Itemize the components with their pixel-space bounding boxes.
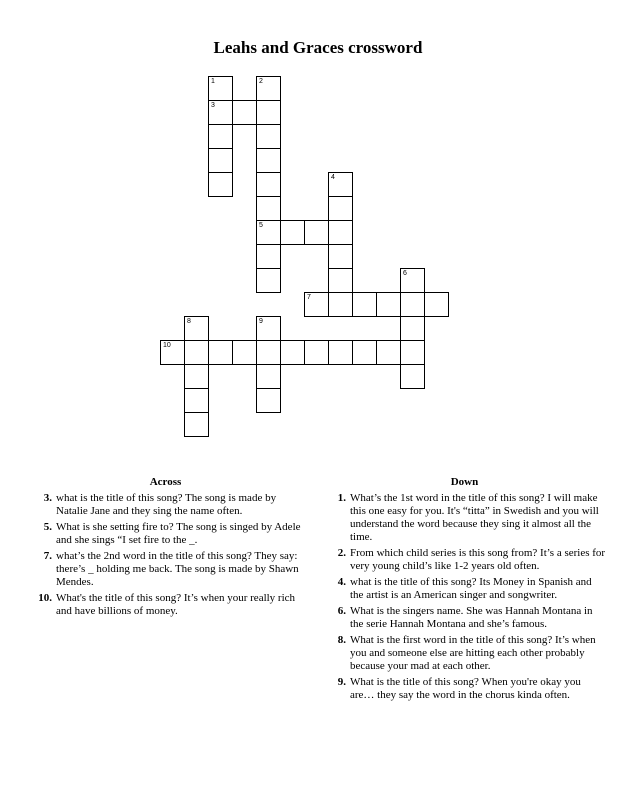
cell-number: 9 <box>259 318 263 325</box>
grid-cell[interactable] <box>304 220 329 245</box>
grid-cell[interactable] <box>208 76 233 101</box>
grid-cell[interactable] <box>400 268 425 293</box>
clue-item <box>28 592 303 618</box>
across-clue-list <box>28 492 303 618</box>
grid-cell[interactable] <box>208 148 233 173</box>
grid-cell[interactable] <box>256 268 281 293</box>
clue-number: 5. <box>43 521 52 533</box>
grid-cell[interactable] <box>424 292 449 317</box>
grid-cell[interactable] <box>328 220 353 245</box>
grid-cell[interactable] <box>184 316 209 341</box>
grid-cell[interactable] <box>376 292 401 317</box>
grid-cell[interactable] <box>256 196 281 221</box>
grid-cell[interactable] <box>184 340 209 365</box>
grid-cell[interactable] <box>256 244 281 269</box>
cell-number: 6 <box>403 270 407 277</box>
grid-cell[interactable] <box>256 148 281 173</box>
grid-cell[interactable] <box>208 124 233 149</box>
clue-item <box>28 550 303 589</box>
grid-cell[interactable] <box>256 76 281 101</box>
clue-item <box>28 492 303 518</box>
clue-number: 3. <box>43 492 52 504</box>
grid-cell[interactable] <box>352 340 377 365</box>
grid-cell[interactable] <box>400 316 425 341</box>
grid-cell[interactable] <box>328 268 353 293</box>
grid-cell[interactable] <box>256 124 281 149</box>
clue-item <box>322 547 607 573</box>
grid-cell[interactable] <box>280 220 305 245</box>
clue-number: 2. <box>337 547 346 559</box>
grid-cell[interactable] <box>208 172 233 197</box>
cell-number: 5 <box>259 222 263 229</box>
grid-cell[interactable] <box>232 100 257 125</box>
clue-number: 8. <box>337 634 346 646</box>
clue-text: What is she setting fire to? The song is singed by Adele and she sings “I set fire to the _. <box>56 521 301 546</box>
cell-number: 4 <box>331 174 335 181</box>
clue-text: what is the title of this song? The song is made by Natalie Jane and they sing the name often. <box>56 492 277 517</box>
down-clues <box>322 476 607 705</box>
clue-number: 9. <box>337 676 346 688</box>
cell-number: 1 <box>211 78 215 85</box>
grid-cell[interactable] <box>256 172 281 197</box>
clue-item <box>322 605 607 631</box>
clue-item <box>28 521 303 547</box>
down-clue-list <box>322 492 607 702</box>
clue-text: From which child series is this song from? It’s a series for very young child’s like 1-2 years old often. <box>350 547 606 572</box>
clue-text: What is the title of this song? When you're okay you are… they say the word in the chorus kinda often. <box>350 676 581 701</box>
grid-cell[interactable] <box>352 292 377 317</box>
grid-cell[interactable] <box>256 100 281 125</box>
grid-cell[interactable] <box>184 412 209 437</box>
cell-number: 10 <box>163 342 171 349</box>
across-heading: Across <box>149 476 182 488</box>
clue-number: 6. <box>337 605 346 617</box>
clue-text: what’s the 2nd word in the title of this song? They say: there’s _ holding me back. The song is made by Shawn Mendes. <box>56 550 299 588</box>
clue-number: 10. <box>38 592 52 604</box>
grid-cell[interactable] <box>232 340 257 365</box>
grid-cell[interactable] <box>256 316 281 341</box>
clue-text: what is the title of this song? Its Money in Spanish and the artist is an American singer and songwriter. <box>350 576 592 601</box>
clue-text: What is the first word in the title of this song? It’s when you and someone else are hitting each other probably because your mad at each other. <box>350 634 596 672</box>
grid-cell[interactable] <box>184 364 209 389</box>
grid-cell[interactable] <box>184 388 209 413</box>
grid-cell[interactable] <box>208 100 233 125</box>
cell-number: 2 <box>259 78 263 85</box>
grid-cell[interactable] <box>328 172 353 197</box>
grid-cell[interactable] <box>328 244 353 269</box>
grid-cell[interactable] <box>328 340 353 365</box>
cell-number: 3 <box>211 102 215 109</box>
grid-cell[interactable] <box>304 340 329 365</box>
grid-cell[interactable] <box>256 388 281 413</box>
grid-cell[interactable] <box>328 292 353 317</box>
grid-cell[interactable] <box>256 364 281 389</box>
grid-cell[interactable] <box>304 292 329 317</box>
clue-item <box>322 492 607 544</box>
clue-item <box>322 576 607 602</box>
grid-cell[interactable] <box>160 340 185 365</box>
clue-item <box>322 634 607 673</box>
cell-number: 7 <box>307 294 311 301</box>
grid-cell[interactable] <box>208 340 233 365</box>
down-heading: Down <box>450 476 479 488</box>
cell-number: 8 <box>187 318 191 325</box>
clue-text: What is the singers name. She was Hannah Montana in the serie Hannah Montana and she’s famous. <box>350 605 593 630</box>
grid-cell[interactable] <box>400 340 425 365</box>
puzzle-title: Leahs and Graces crossword <box>213 38 423 57</box>
grid-cell[interactable] <box>376 340 401 365</box>
grid-cell[interactable] <box>280 340 305 365</box>
clue-number: 1. <box>337 492 346 504</box>
clue-text: What’s the 1st word in the title of this song? I will make this one easy for you. It's “titta” in Swedish and you will understand the word because they sing it almost all the time. <box>350 492 599 543</box>
clue-item <box>322 676 607 702</box>
clue-number: 7. <box>43 550 52 562</box>
grid-cell[interactable] <box>400 364 425 389</box>
across-clues <box>28 476 303 621</box>
clue-number: 4. <box>337 576 346 588</box>
clue-text: What's the title of this song? It’s when your really rich and have billions of money. <box>56 592 296 617</box>
grid-cell[interactable] <box>256 340 281 365</box>
grid-cell[interactable] <box>328 196 353 221</box>
grid-cell[interactable] <box>400 292 425 317</box>
grid-cell[interactable] <box>256 220 281 245</box>
